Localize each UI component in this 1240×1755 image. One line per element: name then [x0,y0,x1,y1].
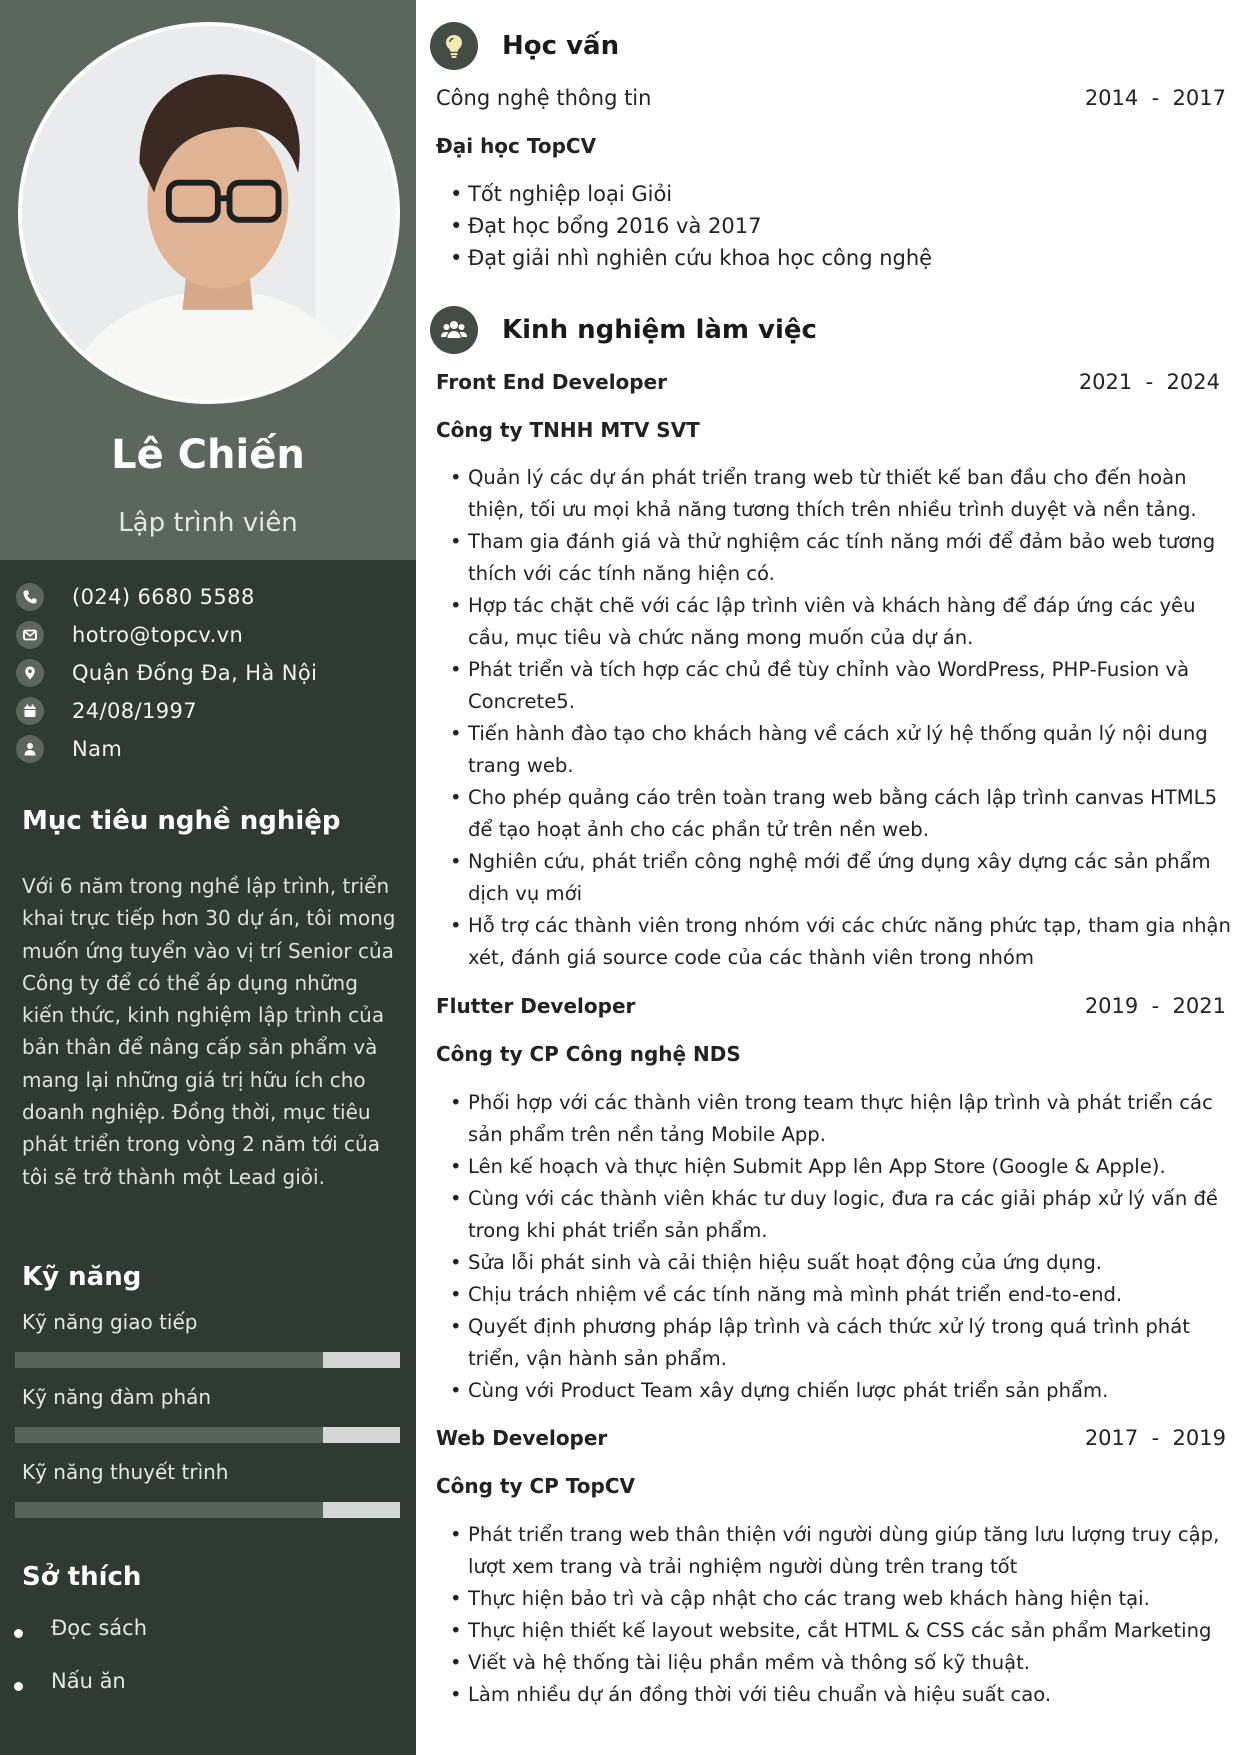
list-item: • Cho phép quảng cáo trên toàn trang web bằng cách lập trình canvas HTML5 để tạo hoạt ảnh cho các phần tử trên nền web. [450,782,1240,846]
list-item: • Làm nhiều dự án đồng thời với tiêu chuẩn và hiệu suất cao. [450,1679,1240,1711]
contact-email [16,616,406,654]
job-end-year: 2024 [1166,370,1220,394]
avatar [18,22,400,404]
job-years: 2021 - 2024 [1078,370,1220,394]
job-end-year: 2019 [1172,1426,1226,1450]
list-item: • Sửa lỗi phát sinh và cải thiện hiệu suất hoạt động của ứng dụng. [450,1247,1240,1279]
list-item: • Quản lý các dự án phát triển trang web từ thiết kế ban đầu cho đến hoàn thiện, tối ưu mọi khả năng tương thích trên nhiều trình duyệt và nền tảng. [450,462,1240,526]
list-item: • Hỗ trợ các thành viên trong nhóm với các chức năng phức tạp, tham gia nhận xét, đánh giá source code của các thành viên trong nhóm [450,910,1240,974]
hobbies-title: Sở thích [22,1562,142,1592]
job-end-year: 2021 [1172,994,1226,1018]
phone-icon [16,583,44,611]
job-company: Công ty CP Công nghệ NDS [436,1042,741,1066]
location-icon [16,659,44,687]
hobby-item [14,1661,126,1701]
job-position-row [436,370,1226,394]
job-company: Công ty TNHH MTV SVT [436,418,700,442]
skills-title: Kỹ năng [22,1262,142,1292]
education-end-year: 2017 [1172,86,1226,110]
hobby-text: Đọc sách [51,1616,148,1640]
job-years: 2017 - 2019 [1084,1426,1226,1450]
skill-bar [15,1502,400,1518]
list-item: • Đạt học bổng 2016 và 2017 [450,210,1240,242]
skill-name: Kỹ năng đàm phán [22,1385,212,1409]
list-item: • Hợp tác chặt chẽ với các lập trình viên và khách hàng để đáp ứng các yêu cầu, mục tiêu và chức năng mong muốn của dự án. [450,590,1240,654]
main-content [416,0,1240,1755]
skill-item [15,1385,400,1409]
job-years: 2019 - 2021 [1084,994,1226,1018]
calendar-icon [16,697,44,725]
contact-phone [16,578,406,616]
list-item: • Tham gia đánh giá và thử nghiệm các tính năng mới để đảm bảo web tương thích với các tính năng hiện có. [450,526,1240,590]
list-item: • Chịu trách nhiệm về các tính năng mà mình phát triển end-to-end. [450,1279,1240,1311]
contact-address [16,654,406,692]
skill-bar-fill [15,1502,323,1518]
objective-text: Với 6 năm trong nghề lập trình, triển khai trực tiếp hơn 30 dự án, tôi mong muốn ứng tuyển vào vị trí Senior của Công ty để có thể áp dụng những kiến thức, kinh nghiệm lập trình của bản thân để nâng cấp sản phẩm và mang lại những giá trị hữu ích cho doanh nghiệp. Đồng thời, mục tiêu phát triển trong vòng 2 năm tới của tôi sẽ trở thành một Lead giỏi. [22,874,396,1189]
education-major-row [436,86,1226,110]
skill-name: Kỹ năng thuyết trình [22,1460,229,1484]
list-item: • Tiến hành đào tạo cho khách hàng về cách xử lý hệ thống quản lý nội dung trang web. [450,718,1240,782]
sidebar-profile-panel [0,0,416,560]
user-icon [16,735,44,763]
job-position: Web Developer [436,1426,608,1450]
contact-birthday [16,692,406,730]
education-title: Học vấn [502,31,620,61]
contact-gender-text: Nam [72,737,123,761]
contact-email-text: hotro@topcv.vn [72,623,244,647]
skill-bar [15,1427,400,1443]
list-item: • Tốt nghiệp loại Giỏi [450,178,1240,210]
job-tasks [450,462,1240,974]
job-position: Flutter Developer [436,994,636,1018]
contact-gender [16,730,406,768]
bullet-icon [14,1682,23,1691]
contact-address-text: Quận Đống Đa, Hà Nội [72,661,318,685]
skill-bar-fill [15,1352,323,1368]
job-position-row [436,1426,1226,1450]
list-item: • Viết và hệ thống tài liệu phần mềm và thông số kỹ thuật. [450,1647,1240,1679]
avatar-photo-icon [22,26,396,400]
job-position: Front End Developer [436,370,668,394]
hobby-item [14,1608,147,1648]
list-item: • Cùng với Product Team xây dựng chiến lược phát triển sản phẩm. [450,1375,1240,1407]
job-position-row [436,994,1226,1018]
skill-bar-fill [15,1427,323,1443]
list-item: • Phát triển và tích hợp các chủ đề tùy chỉnh vào WordPress, PHP-Fusion và Concrete5. [450,654,1240,718]
experience-header [430,306,817,354]
list-item: • Phát triển trang web thân thiện với người dùng giúp tăng lưu lượng truy cập, lượt xem trang và trải nghiệm người dùng trên trang tốt [450,1519,1240,1583]
education-header [430,22,619,70]
profile-role: Lập trình viên [118,508,298,538]
skill-item [15,1310,400,1334]
education-major: Công nghệ thông tin [436,86,652,110]
email-icon [16,621,44,649]
job-start-year: 2019 [1084,994,1139,1018]
contact-phone-text: (024) 6680 5588 [72,585,255,609]
hobby-text: Nấu ăn [51,1669,126,1693]
list-item: • Thực hiện thiết kế layout website, cắt HTML & CSS các sản phẩm Marketing [450,1615,1240,1647]
list-item: • Lên kế hoạch và thực hiện Submit App lên App Store (Google & Apple). [450,1151,1240,1183]
profile-name: Lê Chiến [111,432,305,478]
experience-title: Kinh nghiệm làm việc [502,315,817,345]
job-tasks [450,1519,1240,1711]
contact-birthday-text: 24/08/1997 [72,699,198,723]
contact-list [16,578,406,768]
skill-item [15,1460,400,1484]
education-achievements [450,178,1240,274]
list-item: • Quyết định phương pháp lập trình và cách thức xử lý trong quá trình phát triển, vận hành sản phẩm. [450,1311,1240,1375]
education-start-year: 2014 [1084,86,1139,110]
list-item: • Cùng với các thành viên khác tư duy logic, đưa ra các giải pháp xử lý vấn đề trong khi phát triển sản phẩm. [450,1183,1240,1247]
list-item: • Đạt giải nhì nghiên cứu khoa học công nghệ [450,242,1240,274]
education-school: Đại học TopCV [436,134,597,158]
skill-bar [15,1352,400,1368]
job-start-year: 2017 [1084,1426,1139,1450]
education-years: 2014 - 2017 [1084,86,1226,110]
team-icon [430,306,478,354]
job-company: Công ty CP TopCV [436,1474,635,1498]
bullet-icon [14,1629,23,1638]
list-item: • Phối hợp với các thành viên trong team thực hiện lập trình và phát triển các sản phẩm trên nền tảng Mobile App. [450,1087,1240,1151]
lightbulb-icon [430,22,478,70]
objective-title: Mục tiêu nghề nghiệp [22,806,341,836]
job-tasks [450,1087,1240,1407]
list-item: • Nghiên cứu, phát triển công nghệ mới để ứng dụng xây dựng các sản phẩm dịch vụ mới [450,846,1240,910]
list-item: • Thực hiện bảo trì và cập nhật cho các trang web khách hàng hiện tại. [450,1583,1240,1615]
job-start-year: 2021 [1078,370,1133,394]
sidebar [0,0,416,1755]
skill-name: Kỹ năng giao tiếp [22,1310,198,1334]
